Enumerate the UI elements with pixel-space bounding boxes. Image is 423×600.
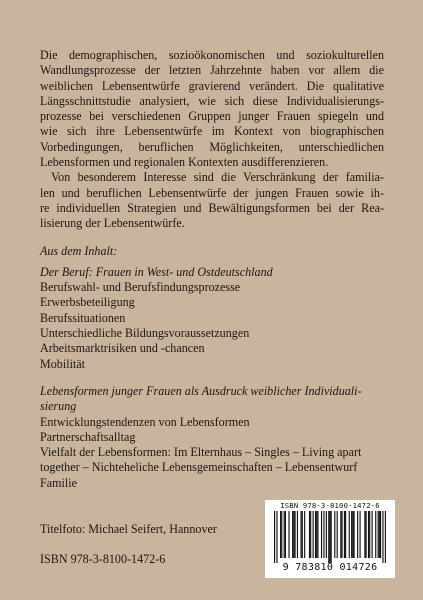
barcode-bar bbox=[276, 511, 277, 563]
text-line: prozesse bei verschiedenen Gruppen junger Frauen spiegeln und bbox=[40, 109, 384, 124]
barcode-bar bbox=[357, 511, 358, 558]
barcode-bar bbox=[274, 511, 275, 563]
section-title: Der Beruf: Frauen in West- und Ostdeutschland bbox=[40, 264, 273, 279]
barcode-bar bbox=[378, 511, 379, 558]
text-line: Lebensformen und regionalen Kontexten ausdifferenzieren. bbox=[40, 155, 329, 170]
barcode bbox=[265, 500, 395, 578]
text-line: weiblichen Lebensentwürfe gravierend verändert. Die qualitative bbox=[40, 78, 384, 93]
barcode-bar bbox=[341, 511, 342, 558]
barcode-bar bbox=[321, 511, 322, 558]
barcode-bar bbox=[284, 511, 285, 558]
barcode-bar bbox=[385, 511, 386, 563]
barcode-bar bbox=[382, 511, 383, 563]
barcode-bar bbox=[349, 511, 350, 558]
barcode-bar bbox=[302, 511, 303, 558]
list-item: Berufswahl- und Berufsfindungsprozesse bbox=[40, 280, 241, 295]
text-line: Längsschnittstudie analysiert, wie sich diese Individualisierungs- bbox=[40, 93, 384, 108]
list-item: Mobilität bbox=[40, 356, 86, 371]
barcode-bar bbox=[297, 511, 298, 558]
text-line: Wandlungsprozesse der letzten Jahrzehnte haben vor allem die bbox=[40, 63, 384, 78]
barcode-bar bbox=[379, 511, 380, 558]
barcode-bar bbox=[331, 511, 332, 563]
barcode-bar bbox=[364, 511, 365, 558]
barcode-bar bbox=[323, 511, 324, 558]
text-line: len und beruflichen Lebensentwürfe der jungen Frauen sowie ih- bbox=[40, 185, 384, 200]
list-item: Entwicklungstendenzen von Lebensformen bbox=[40, 414, 250, 429]
barcode-bar bbox=[344, 511, 345, 558]
text-line: lisierung der Lebensentwürfe. bbox=[40, 216, 185, 231]
barcode-bar bbox=[369, 511, 370, 558]
barcode-bar bbox=[328, 511, 329, 563]
barcode-bar bbox=[380, 511, 381, 558]
list-item: together – Nichteheliche Lebensgemeinschaften – Lebensentwurf bbox=[40, 460, 358, 475]
barcode-bar bbox=[310, 511, 311, 558]
intro-paragraph-1 bbox=[40, 48, 384, 170]
barcode-bar bbox=[329, 511, 330, 563]
barcode-bar bbox=[337, 511, 338, 558]
barcode-bar bbox=[293, 511, 294, 558]
barcode-bar bbox=[309, 511, 310, 558]
barcode-bar bbox=[281, 511, 282, 558]
barcode-bar bbox=[368, 511, 369, 558]
barcode-bar bbox=[353, 511, 354, 558]
text-line: Vorbedingungen, beruflichen Möglichkeiten, unterschiedlichen bbox=[40, 139, 384, 154]
barcode-bar bbox=[300, 511, 301, 558]
intro-paragraph-2 bbox=[40, 170, 384, 231]
barcode-bar bbox=[294, 511, 295, 558]
barcode-bar bbox=[375, 511, 376, 558]
barcode-bar bbox=[304, 511, 305, 558]
list-item: Erwerbsbeteiligung bbox=[40, 295, 135, 310]
isbn-text: ISBN 978-3-8100-1472-6 bbox=[40, 552, 166, 566]
text-line: wie sich ihre Lebensentwürfe im Kontext von biographischen bbox=[40, 124, 384, 139]
contents-heading: Aus dem Inhalt: bbox=[40, 243, 118, 258]
list-item: Arbeitsmarktrisiken und -chancen bbox=[40, 341, 205, 356]
text-line: Von besonderem Interesse sind die Verschränkung der familia- bbox=[51, 170, 384, 185]
contents-section-beruf bbox=[40, 265, 384, 372]
list-item: Unterschiedliche Bildungsvoraussetzungen bbox=[40, 326, 250, 341]
barcode-bar bbox=[292, 511, 293, 558]
list-item: Partnerschaftsalltag bbox=[40, 429, 136, 444]
barcode-bar bbox=[340, 511, 341, 558]
barcode-bar bbox=[315, 511, 316, 558]
list-item: Familie bbox=[40, 475, 77, 490]
barcode-bar bbox=[326, 511, 327, 558]
barcode-isbn-label: ISBN 978-3-8100-1472-6 bbox=[280, 501, 380, 510]
section-title: sierung bbox=[40, 399, 77, 414]
barcode-bar bbox=[285, 511, 286, 558]
barcode-bar bbox=[317, 511, 318, 558]
barcode-bar bbox=[372, 511, 373, 558]
barcode-bar bbox=[351, 511, 352, 558]
text-line: Die demographischen, sozioökonomischen und soziokulturellen bbox=[40, 48, 384, 62]
barcode-bar bbox=[352, 511, 353, 558]
barcode-digits: 9 783810 014726 bbox=[282, 562, 378, 573]
barcode-bar bbox=[316, 511, 317, 558]
list-item: Vielfalt der Lebensformen: Im Elternhaus – Singles – Living apart bbox=[40, 445, 362, 460]
list-item: Berufssituationen bbox=[40, 310, 126, 325]
text-line: re individuellen Strategien und Bewältigungsformen bei der Rea- bbox=[40, 200, 384, 215]
barcode-bars bbox=[274, 511, 386, 563]
blurb-text bbox=[40, 48, 384, 491]
barcode-bar bbox=[366, 511, 367, 558]
barcode-bar bbox=[345, 511, 346, 558]
barcode-bar bbox=[288, 511, 289, 558]
contents-section-lebensformen bbox=[40, 384, 384, 491]
barcode-bar bbox=[334, 511, 335, 558]
barcode-bar bbox=[313, 511, 314, 558]
barcode-bar bbox=[360, 511, 361, 558]
photo-credit: Titelfoto: Michael Seifert, Hannover bbox=[40, 522, 217, 536]
barcode-bar bbox=[280, 511, 281, 558]
section-title: Lebensformen junger Frauen als Ausdruck weiblicher Individuali- bbox=[40, 383, 362, 398]
